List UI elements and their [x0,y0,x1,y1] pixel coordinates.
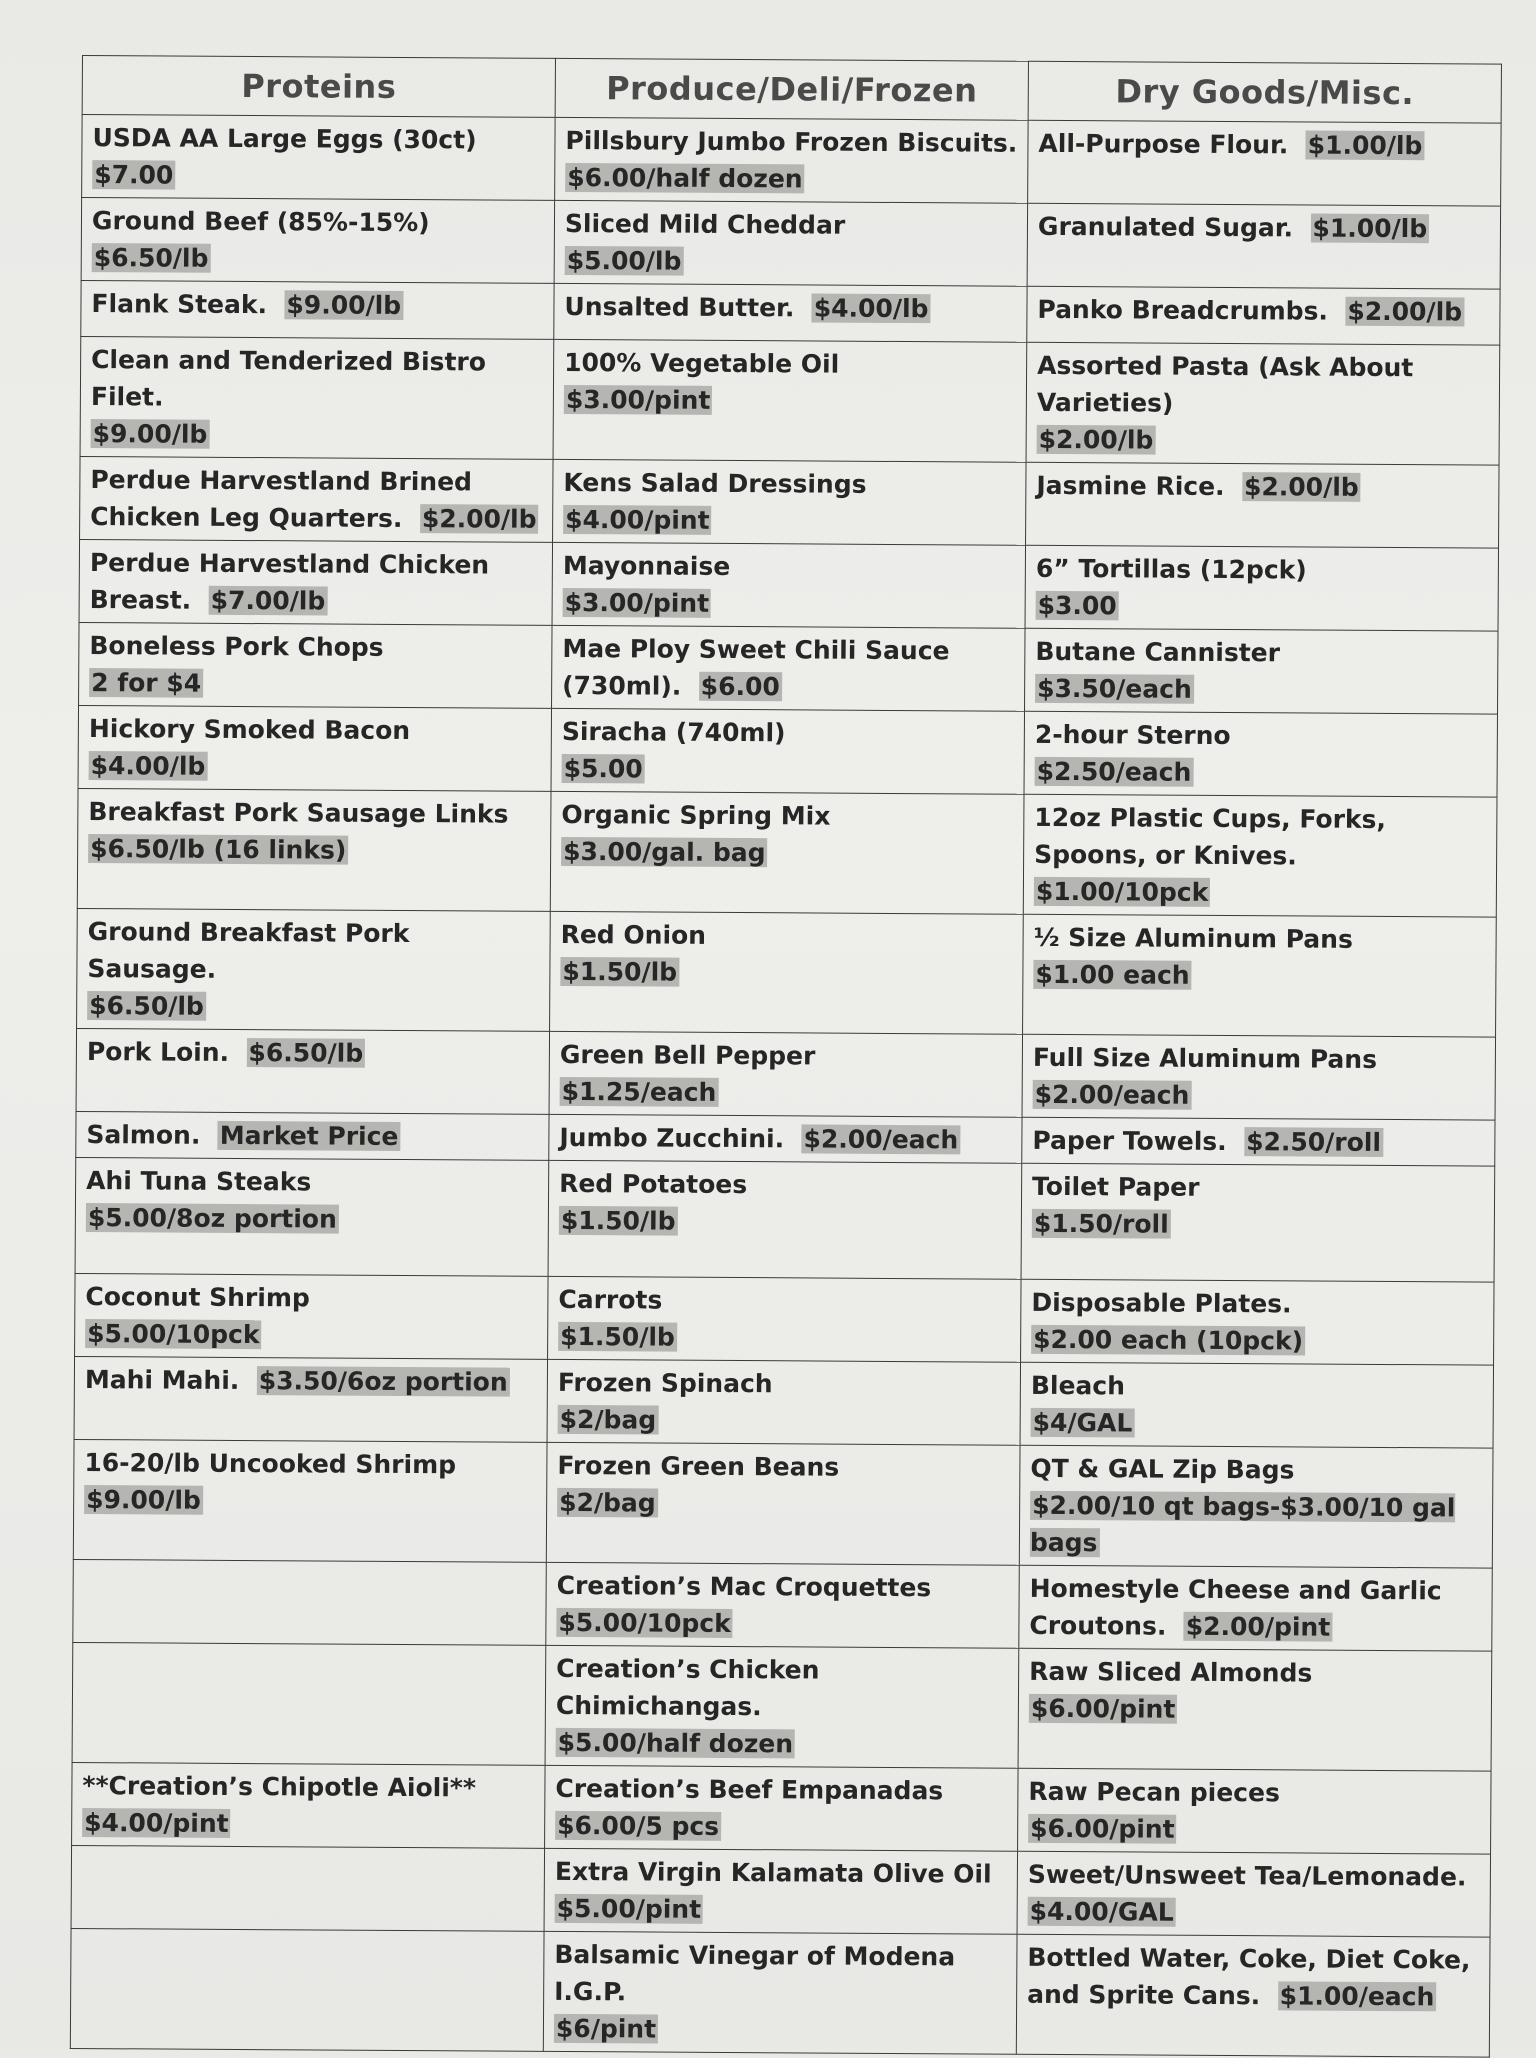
item-name: 2-hour Sterno [1034,719,1231,751]
table-row [76,1028,1495,1120]
item-name: Extra Virgin Kalamata Olive Oil [554,1856,992,1889]
table-row [80,456,1499,548]
item-name: Creation’s Mac Croquettes [556,1570,932,1603]
item-name: Ground Beef (85%-15%) [91,206,430,238]
item-cell-proteins [79,622,552,708]
item-price: $2.50/each [1036,756,1192,787]
table-row [70,1928,1490,2057]
item-name: 6” Tortillas (12pck) [1035,553,1307,585]
item-cell-dry-goods [1023,794,1497,917]
item-price: $4/GAL [1032,1407,1133,1438]
table-row [82,115,1501,207]
item-name: **Creation’s Chipotle Aioli** [82,1771,477,1803]
column-header-produce-deli-frozen: Produce/Deli/Frozen [555,58,1028,120]
item-name: Raw Pecan pieces [1028,1776,1280,1808]
item-price: $2.00/lb [421,504,537,534]
item-cell-produce [549,1114,1022,1163]
item-cell-dry-goods [1026,462,1499,548]
item-name: Pork Loin. [86,1037,230,1067]
item-name: Siracha (740ml) [561,716,786,748]
item-name: Jumbo Zucchini. [559,1122,785,1154]
item-name: Assorted Pasta (Ask About Varieties) [1036,350,1414,418]
item-price: $3.50/6oz portion [258,1366,508,1397]
item-cell-proteins [78,705,551,791]
item-price: $6.00/5 pcs [557,1810,720,1841]
item-name: Full Size Aluminum Pans [1032,1042,1378,1074]
item-cell-dry-goods [1020,1362,1493,1448]
item-name: Organic Spring Mix [561,799,831,831]
item-name: Sweet/Unsweet Tea/Lemonade. [1027,1859,1467,1892]
item-name: Flank Steak. [91,289,268,320]
item-name: Balsamic Vinegar of Modena I.G.P. [554,1939,956,2007]
table-row [75,1157,1495,1282]
item-name: Bleach [1030,1370,1126,1401]
item-name: Granulated Sugar. [1037,211,1294,243]
item-name: Coconut Shrimp [85,1282,310,1313]
item-price: $1.50/lb [560,1321,675,1352]
item-price: $5.00/half dozen [557,1727,794,1759]
item-price: $9.00/lb [92,419,208,449]
column-header-proteins: Proteins [82,56,555,118]
item-cell-dry-goods [1019,1445,1493,1568]
item-cell-proteins [73,1559,546,1645]
item-name: Red Onion [560,919,707,950]
table-row [72,1642,1492,1771]
item-price: $2.00 each (10pck) [1033,1324,1304,1356]
item-cell-produce [543,1931,1017,2054]
item-cell-produce [553,459,1026,545]
item-price: $3.00/pint [564,587,710,618]
item-name: Pillsbury Jumbo Frozen Biscuits. [565,125,1018,158]
item-name: 12oz Plastic Cups, Forks, Spoons, or Knives. [1034,802,1387,871]
item-price: $3.00/pint [565,384,711,415]
item-cell-produce [550,911,1024,1034]
item-cell-dry-goods [1018,1648,1492,1771]
item-name: Panko Breadcrumbs. [1037,294,1329,326]
price-list-table [70,55,1502,2058]
item-price: $4.00/lb [90,751,206,781]
item-cell-proteins [75,1157,549,1276]
column-header-dry-goods-misc: Dry Goods/Misc. [1028,61,1501,123]
item-cell-produce [552,625,1025,711]
table-row [72,1762,1491,1854]
item-cell-dry-goods [1024,711,1497,797]
header-row [82,56,1501,124]
table-row [81,198,1500,290]
item-name: Unsalted Butter. [564,291,795,323]
item-name: Creation’s Chicken Chimichangas. [555,1653,820,1722]
item-name: Frozen Spinach [557,1367,773,1399]
item-price: $6.50/lb (16 links) [90,834,347,865]
item-name: Raw Sliced Almonds [1029,1656,1313,1688]
item-cell-dry-goods [1021,1163,1495,1282]
item-cell-dry-goods [1022,1117,1495,1166]
item-cell-produce [555,117,1028,203]
item-price: $4.00/pint [84,1808,229,1838]
item-cell-dry-goods [1016,1934,1490,2057]
item-price: $4.00/lb [813,293,929,324]
item-cell-dry-goods [1021,1279,1494,1365]
item-price: $9.00/lb [86,1485,201,1515]
item-name: ½ Size Aluminum Pans [1033,922,1353,954]
item-price: $1.25/each [561,1076,717,1107]
table-row [77,908,1497,1037]
item-cell-proteins [72,1642,546,1765]
item-name: Ahi Tuna Steaks [86,1166,312,1197]
item-price: $2.50/roll [1246,1127,1382,1157]
table-row [79,622,1498,714]
item-price: $5.00 [563,753,643,784]
item-cell-proteins [77,908,551,1031]
item-price: $2.00/each [803,1124,959,1155]
item-cell-produce [554,200,1027,286]
table-row [80,336,1500,465]
item-cell-proteins [76,1028,549,1114]
item-cell-produce [544,1848,1017,1934]
item-cell-produce [545,1765,1018,1851]
item-price: $3.50/each [1037,673,1192,704]
item-name: Sliced Mild Cheddar [564,208,846,240]
item-name: Paper Towels. [1032,1125,1227,1157]
item-name: Disposable Plates. [1031,1287,1292,1319]
item-name: Mae Ploy Sweet Chili Sauce (730ml). [562,633,950,701]
item-cell-proteins [80,456,553,542]
item-cell-dry-goods [1028,120,1501,206]
item-price: $5.00/lb [566,245,682,276]
item-name: Perdue Harvestland Brined Chicken Leg Quarters. [90,465,473,533]
table-row [81,280,1500,345]
item-cell-dry-goods [1027,203,1500,289]
table-row [77,788,1497,917]
item-name: Homestyle Cheese and Garlic Croutons. [1029,1573,1442,1641]
item-name: QT & GAL Zip Bags [1030,1453,1295,1485]
item-price: $1.00/10pck [1035,876,1209,907]
item-name: Butane Cannister [1035,636,1281,668]
item-price: $1.50/lb [560,1205,676,1236]
item-name: Creation’s Beef Empanadas [555,1773,944,1806]
item-cell-proteins [81,198,554,284]
item-cell-produce [549,1031,1022,1117]
item-name: Ground Breakfast Pork Sausage. [87,917,410,984]
item-price: $1.00/lb [1312,213,1428,244]
item-cell-proteins [73,1439,547,1562]
item-price: $6.00 [700,671,780,702]
item-price: 2 for $4 [91,668,202,698]
item-price: $7.00 [94,160,174,190]
item-price: $1.00/each [1279,1981,1435,2012]
table-row [71,1845,1490,1937]
item-price: $1.00 each [1035,959,1190,990]
item-name: Kens Salad Dressings [563,467,867,499]
item-price: $2/bag [559,1404,657,1435]
item-price: $1.50/lb [562,956,678,987]
item-price: $4.00/pint [565,504,710,535]
item-cell-produce [545,1645,1019,1768]
item-cell-proteins [79,539,552,625]
item-cell-dry-goods [1017,1851,1490,1937]
item-cell-produce [554,283,1027,342]
item-cell-dry-goods [1023,914,1497,1037]
item-cell-proteins [74,1356,547,1442]
item-price: $6/pint [555,2013,657,2044]
item-cell-produce [546,1442,1020,1565]
item-name: USDA AA Large Eggs (30ct) [92,123,477,155]
item-name: Jasmine Rice. [1036,470,1225,501]
item-cell-dry-goods [1019,1565,1492,1651]
item-cell-produce [553,339,1027,462]
item-price: $5.00/10pck [87,1319,260,1350]
item-cell-dry-goods [1025,628,1498,714]
item-price: $2.00/each [1034,1079,1190,1110]
item-cell-produce [551,708,1024,794]
item-cell-dry-goods [1026,342,1500,465]
item-price: $9.00/lb [286,290,402,320]
item-name: All-Purpose Flour. [1038,128,1289,160]
item-cell-proteins [71,1845,544,1931]
item-cell-proteins [75,1273,548,1359]
item-name: Hickory Smoked Bacon [88,714,411,746]
item-price: $7.00/lb [210,585,326,616]
item-cell-dry-goods [1025,545,1498,631]
item-price: $5.00/pint [556,1893,702,1924]
item-price: $6.00/half dozen [567,162,803,194]
item-price: $6.50/lb [89,991,204,1021]
item-price: $2.00/lb [1243,472,1359,502]
item-cell-produce [548,1160,1022,1279]
table-row [73,1439,1493,1568]
item-name: Toilet Paper [1032,1171,1200,1202]
table-row [74,1356,1493,1448]
item-cell-produce [550,791,1024,914]
item-cell-produce [547,1359,1020,1445]
item-price: $2/bag [559,1487,656,1518]
item-price: Market Price [219,1120,399,1151]
item-name: Mahi Mahi. [84,1365,240,1395]
item-price: $6.00/pint [1030,1693,1176,1724]
item-price: $1.00/lb [1307,130,1423,161]
item-price: $5.00/8oz portion [87,1203,337,1234]
item-name: Boneless Pork Chops [89,631,384,662]
table-row [75,1273,1494,1365]
item-price: $3.00/gal. bag [563,836,766,868]
item-price: $4.00/GAL [1029,1896,1174,1927]
item-name: Frozen Green Beans [557,1450,840,1482]
item-name: Red Potatoes [559,1168,748,1200]
item-cell-proteins [76,1111,549,1160]
item-price: $2.00/pint [1185,1611,1331,1642]
item-name: 16-20/lb Uncooked Shrimp [84,1448,457,1480]
item-name: Breakfast Pork Sausage Links [88,797,509,829]
table-row [79,539,1498,631]
item-price: $2.00/lb [1038,424,1154,455]
item-name: Perdue Harvestland Chicken Breast. [89,548,490,615]
item-name: Clean and Tenderized Bistro Filet. [90,345,487,412]
item-cell-proteins [82,115,555,201]
item-cell-proteins [80,336,554,459]
item-price: $5.00/10pck [558,1607,731,1638]
item-price: $6.00/pint [1030,1813,1175,1844]
item-price: $2.00/10 qt bags-$3.00/10 gal bags [1029,1490,1456,1558]
item-price: $6.50/lb [93,243,209,273]
item-price: $1.50/roll [1033,1208,1169,1239]
item-cell-dry-goods [1027,286,1500,345]
item-name: Mayonnaise [562,550,731,581]
item-name: Bottled Water, Coke, Diet Coke, and Sprite Cans. [1027,1942,1471,2011]
table-row [78,705,1497,797]
item-name: 100% Vegetable Oil [564,347,840,379]
table-row [73,1559,1492,1651]
item-cell-proteins [70,1928,544,2051]
item-cell-produce [552,542,1025,628]
item-name: Green Bell Pepper [559,1039,816,1071]
item-cell-produce [546,1562,1019,1648]
item-cell-dry-goods [1018,1768,1491,1854]
item-cell-proteins [72,1762,545,1848]
item-price: $2.00/lb [1347,296,1463,327]
item-price: $6.50/lb [248,1038,364,1068]
item-cell-proteins [81,280,554,339]
table-body [70,115,1501,2058]
item-cell-dry-goods [1022,1034,1495,1120]
item-name: Carrots [558,1284,663,1315]
item-cell-proteins [77,788,551,911]
item-price: $3.00 [1037,590,1117,621]
item-name: Salmon. [86,1120,201,1150]
item-cell-produce [548,1276,1021,1362]
